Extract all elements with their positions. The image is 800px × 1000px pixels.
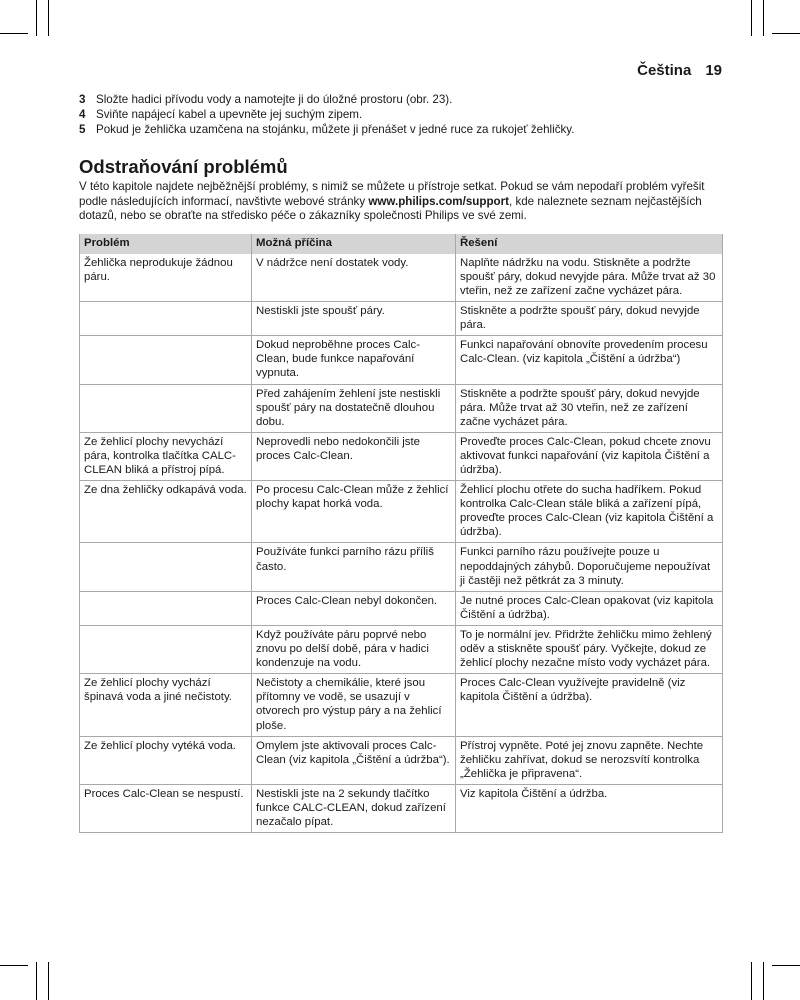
step-item (79, 92, 722, 107)
steps-list (79, 92, 722, 137)
intro-text-after: , kde naleznete seznam nejčastějších dotazů, nebo se obraťte na středisko péče o zákazníky společnosti Philips ve své zemi. (79, 194, 702, 223)
solution-cell: Stiskněte a podržte spoušť páry, dokud nevyjde pára. Může trvat až 30 vteřin, než ze zařízení začne vycházet pára. (456, 384, 723, 432)
step-item (79, 122, 722, 137)
problem-cell (80, 543, 252, 591)
step-text: Sviňte napájecí kabel a upevněte jej suchým zipem. (96, 108, 363, 121)
cause-cell: Proces Calc-Clean nebyl dokončen. (252, 591, 456, 625)
problem-cell (80, 384, 252, 432)
cause-cell: Používáte funkci parního rázu příliš často. (252, 543, 456, 591)
crop-mark (48, 0, 49, 36)
intro-text-before: V této kapitole najdete nejběžnější problémy, s nimiž se můžete u přístroje setkat. Pokud se vám nepodaří problém vyřešit podle následujících informací, navštivte webové stránky (79, 180, 705, 208)
problem-cell (80, 625, 252, 673)
cause-cell: Před zahájením žehlení jste nestiskli spoušť páry na dostatečně dlouhou dobu. (252, 384, 456, 432)
problem-cell: Žehlička neprodukuje žádnou páru. (80, 254, 252, 302)
solution-cell: Viz kapitola Čištění a údržba. (456, 784, 723, 832)
section-intro (79, 180, 722, 224)
cause-cell: Neprovedli nebo nedokončili jste proces Calc-Clean. (252, 432, 456, 480)
step-number: 4 (79, 108, 86, 121)
step-text: Složte hadici přívodu vody a namotejte ji do úložné prostoru (obr. 23). (96, 93, 453, 106)
table-row (80, 674, 723, 736)
cause-cell: Dokud neproběhne proces Calc-Clean, bude funkce napařování vypnuta. (252, 336, 456, 384)
solution-cell: Proveďte proces Calc-Clean, pokud chcete znovu aktivovat funkci napařování (viz kapitola Čištění a údržba). (456, 432, 723, 480)
crop-mark (0, 965, 28, 966)
section-title: Odstraňování problémů (79, 156, 288, 177)
header-solution: Řešení (456, 234, 723, 254)
table-header-row (80, 234, 723, 254)
problem-cell: Ze dna žehličky odkapává voda. (80, 481, 252, 543)
crop-mark (772, 965, 800, 966)
table-row (80, 591, 723, 625)
page-number: 19 (705, 62, 722, 79)
cause-cell: Nečistoty a chemikálie, které jsou přítomny ve vodě, se usazují v otvorech pro výstup páry a na žehlicí ploše. (252, 674, 456, 736)
solution-cell: To je normální jev. Přidržte žehličku mimo žehlený oděv a stiskněte spoušť páry. Vyčkejte, dokud ze žehlicí plochy nezačne místo vody vycházet pára. (456, 625, 723, 673)
crop-mark (36, 962, 37, 1000)
crop-mark (751, 962, 752, 1000)
cause-cell: V nádržce není dostatek vody. (252, 254, 456, 302)
table-row (80, 336, 723, 384)
cause-cell: Nestiskli jste na 2 sekundy tlačítko funkce CALC-CLEAN, dokud zařízení nezačalo pípat. (252, 784, 456, 832)
crop-mark (763, 962, 764, 1000)
solution-cell: Naplňte nádržku na vodu. Stiskněte a podržte spoušť páry, dokud nevyjde pára. Může trvat až 30 vteřin, než ze zařízení začne vycházet pára. (456, 254, 723, 302)
page-header (637, 62, 722, 79)
table-row (80, 302, 723, 336)
page-content (79, 92, 722, 833)
support-url: www.philips.com/support (368, 194, 509, 208)
cause-cell: Omylem jste aktivovali proces Calc-Clean (viz kapitola „Čištění a údržba“). (252, 736, 456, 784)
table-row (80, 625, 723, 673)
table-row (80, 784, 723, 832)
crop-mark (0, 33, 28, 34)
solution-cell: Žehlicí plochu otřete do sucha hadříkem. Pokud kontrolka Calc-Clean stále bliká a zařízení pípá, proveďte proces Calc-Clean (viz kapitola Čištění a údržba). (456, 481, 723, 543)
table-row (80, 543, 723, 591)
step-text: Pokud je žehlička uzamčena na stojánku, můžete ji přenášet v jedné ruce za rukojeť žehličky. (96, 123, 575, 136)
language-label: Čeština (637, 62, 692, 79)
header-problem: Problém (80, 234, 252, 254)
problem-cell: Ze žehlicí plochy vytéká voda. (80, 736, 252, 784)
crop-mark (763, 0, 764, 36)
crop-mark (36, 0, 37, 36)
step-item (79, 107, 722, 122)
crop-mark (48, 962, 49, 1000)
solution-cell: Stiskněte a podržte spoušť páry, dokud nevyjde pára. (456, 302, 723, 336)
table-row (80, 384, 723, 432)
table-row (80, 736, 723, 784)
problem-cell: Proces Calc-Clean se nespustí. (80, 784, 252, 832)
problem-cell: Ze žehlicí plochy nevychází pára, kontrolka tlačítka CALC-CLEAN bliká a přístroj pípá. (80, 432, 252, 480)
crop-mark (751, 0, 752, 36)
solution-cell: Přístroj vypněte. Poté jej znovu zapněte. Nechte žehličku zahřívat, dokud se nerozsvítí kontrolka „Žehlička je připravena“. (456, 736, 723, 784)
solution-cell: Funkci parního rázu používejte pouze u nepoddajných záhybů. Doporučujeme nepoužívat ji častěji než pětkrát za 3 minuty. (456, 543, 723, 591)
problem-cell (80, 336, 252, 384)
cause-cell: Po procesu Calc-Clean může z žehlicí plochy kapat horká voda. (252, 481, 456, 543)
table-row (80, 432, 723, 480)
table-row (80, 254, 723, 302)
troubleshooting-table (79, 234, 723, 833)
problem-cell: Ze žehlicí plochy vychází špinavá voda a jiné nečistoty. (80, 674, 252, 736)
solution-cell: Proces Calc-Clean využívejte pravidelně (viz kapitola Čištění a údržba). (456, 674, 723, 736)
problem-cell (80, 302, 252, 336)
step-number: 3 (79, 93, 86, 106)
table-body (80, 254, 723, 833)
cause-cell: Když používáte páru poprvé nebo znovu po delší době, pára v hadici kondenzuje na vodu. (252, 625, 456, 673)
solution-cell: Funkci napařování obnovíte provedením procesu Calc-Clean. (viz kapitola „Čištění a údržba“) (456, 336, 723, 384)
problem-cell (80, 591, 252, 625)
table-row (80, 481, 723, 543)
cause-cell: Nestiskli jste spoušť páry. (252, 302, 456, 336)
header-cause: Možná příčina (252, 234, 456, 254)
step-number: 5 (79, 123, 86, 136)
solution-cell: Je nutné proces Calc-Clean opakovat (viz kapitola Čištění a údržba). (456, 591, 723, 625)
crop-mark (772, 33, 800, 34)
